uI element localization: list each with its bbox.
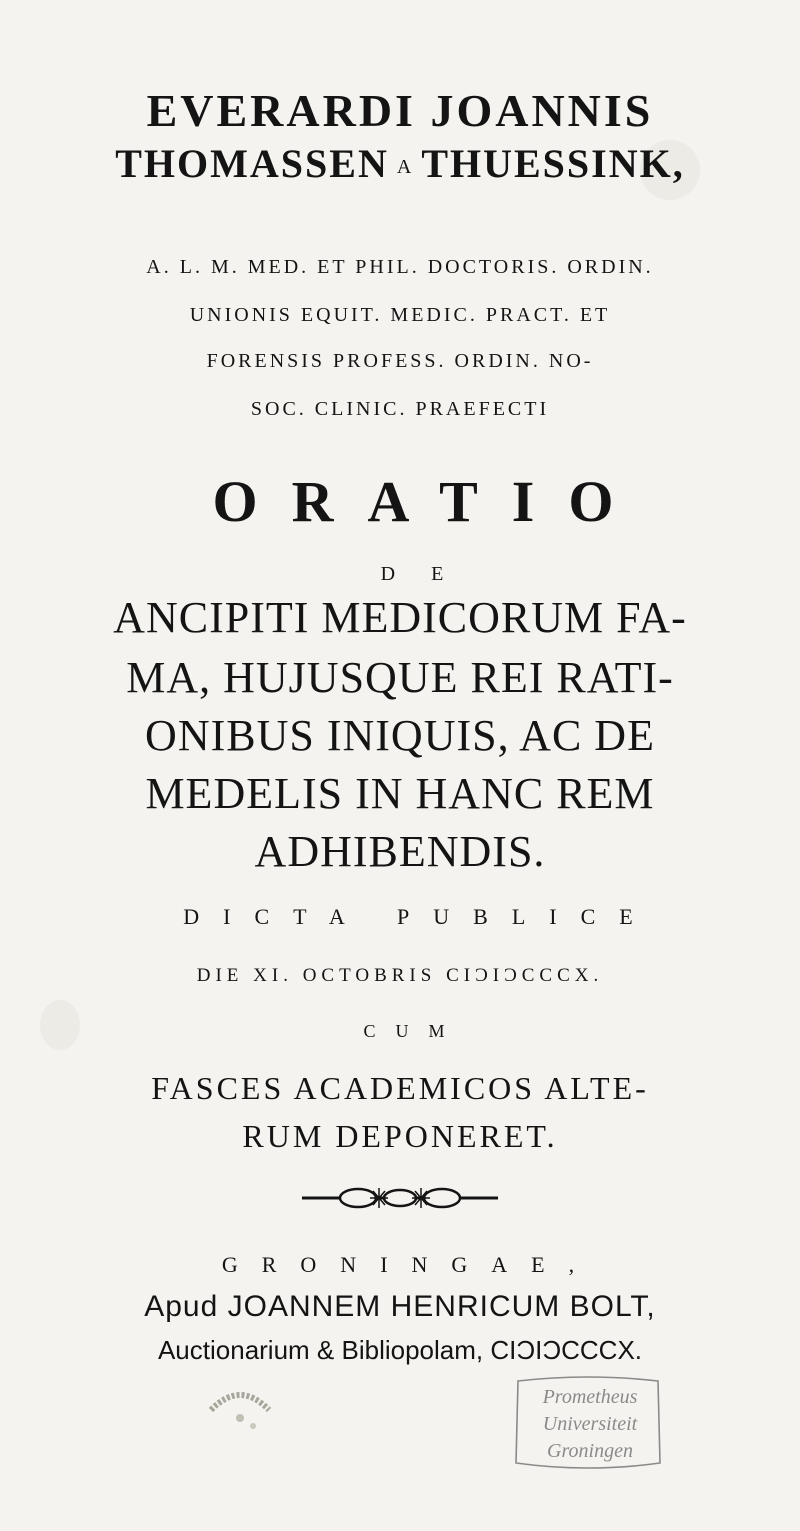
academic-titles-line: UNIONIS EQUIT. MEDIC. PRACT. ET [189, 304, 611, 326]
academic-titles-line: FORENSIS PROFESS. ORDIN. NO- [206, 350, 594, 372]
subject-line: ONIBUS INIQUIS, AC DE [145, 711, 655, 760]
imprint-printer: Apud JOANNEM HENRICUM BOLT, [144, 1290, 656, 1323]
author-connector: A [396, 156, 414, 179]
subject-line: ANCIPITI MEDICORUM FA- [113, 593, 687, 642]
dicta-publice: DICTA PUBLICE [183, 904, 657, 929]
author-name-line2 [0, 140, 800, 187]
academic-titles-line: SOC. CLINIC. PRAEFECTI [250, 398, 550, 420]
subject-line: MA, HUJUSQUE REI RATI- [126, 653, 674, 702]
occasion-line: FASCES ACADEMICOS ALTE- [151, 1070, 649, 1106]
author-toponym: THUESSINK, [421, 141, 685, 186]
author-name-line1: EVERARDI JOANNIS [146, 85, 654, 136]
imprint-city: GRONINGAE, [221, 1252, 599, 1277]
svg-text:Prometheus: Prometheus [542, 1386, 638, 1408]
academic-titles-line: A. L. M. MED. ET PHIL. DOCTORIS. ORDIN. [146, 256, 654, 278]
genre-heading: ORATIO [212, 469, 648, 534]
subject-line: MEDELIS IN HANC REM [145, 769, 655, 818]
occasion-line: RUM DEPONERET. [242, 1118, 558, 1154]
author-surname: THOMASSEN [115, 141, 389, 186]
oration-date: DIE XI. OCTOBRIS CIƆIƆCCCX. [196, 965, 604, 986]
cum-word: CUM [363, 1021, 465, 1041]
svg-text:Groningen: Groningen [547, 1440, 633, 1462]
svg-text:Universiteit: Universiteit [542, 1413, 638, 1435]
ornament-rule-icon [300, 1180, 500, 1216]
library-seal-icon [205, 1384, 275, 1444]
subject-line: ADHIBENDIS. [254, 827, 546, 876]
ownership-stamp-icon [508, 1375, 668, 1473]
imprint-publisher-year: Auctionarium & Bibliopolam, CIƆIƆCCCX. [157, 1335, 643, 1365]
preposition: DE [380, 563, 480, 585]
